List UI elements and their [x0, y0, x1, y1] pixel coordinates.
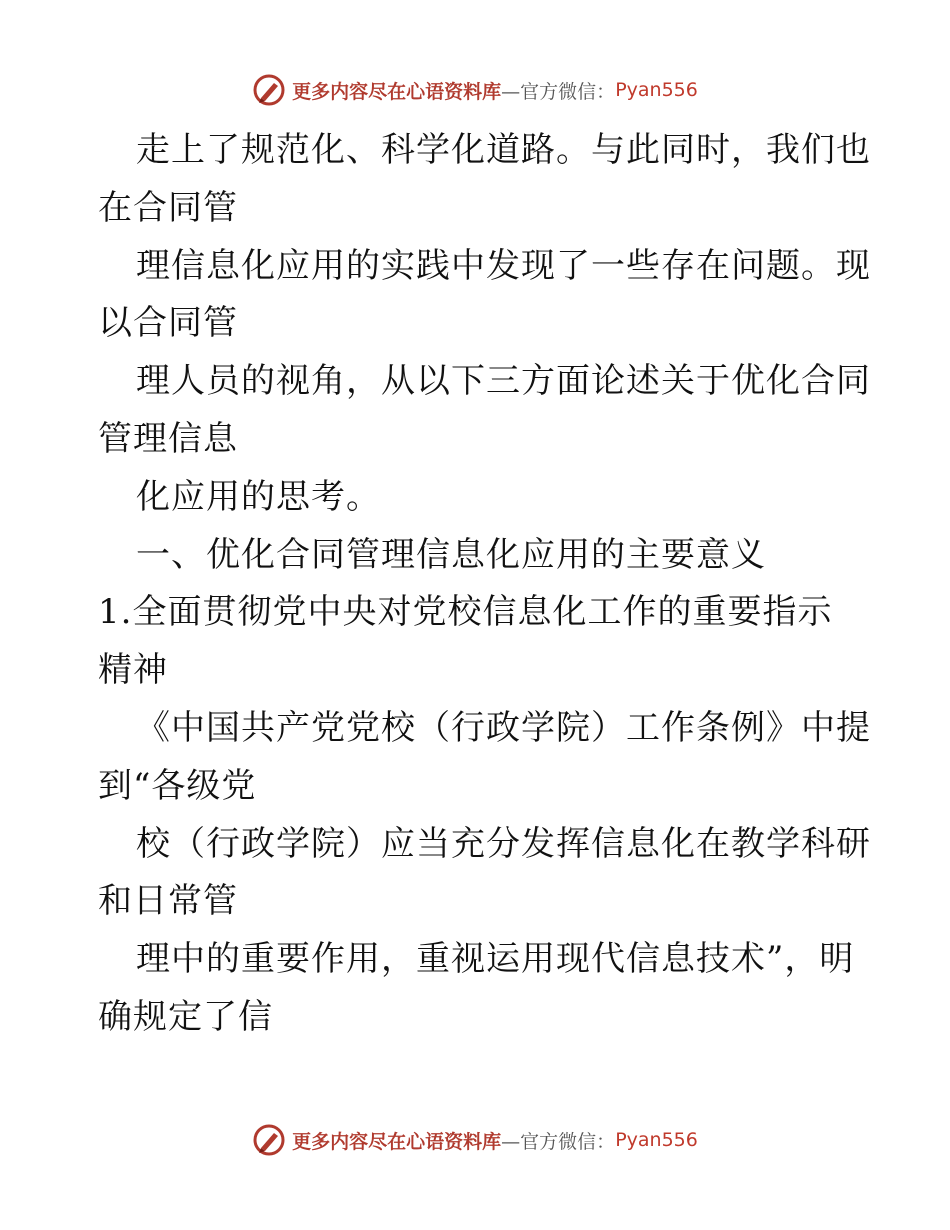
- text-line: 理中的重要作用，重视运用现代信息技术”，明: [136, 939, 855, 980]
- banner-wechat-id: Pyan556: [615, 79, 698, 101]
- text-line: 理信息化应用的实践中发现了一些存在问题。现: [136, 245, 871, 286]
- text-line: 确规定了信: [98, 996, 273, 1037]
- banner-text: [292, 77, 698, 104]
- text-line: 管理信息: [98, 418, 238, 459]
- document-body: [98, 122, 871, 1047]
- text-line: 在合同管: [98, 187, 238, 228]
- banner-wechat-label: —官方微信：: [501, 80, 616, 103]
- banner-wechat-id: Pyan556: [615, 1129, 698, 1151]
- banner-text: [292, 1127, 698, 1154]
- banner-site-name: 更多内容尽在心语资料库: [292, 1130, 502, 1153]
- pen-logo-icon: [252, 73, 286, 107]
- text-line: 走上了规范化、科学化道路。与此同时，我们也: [136, 130, 871, 170]
- banner-site-name: 更多内容尽在心语资料库: [292, 80, 502, 103]
- banner-wechat-label: —官方微信：: [501, 1130, 616, 1153]
- header-banner: [0, 70, 950, 110]
- pen-logo-icon: [252, 1123, 286, 1157]
- text-line: 理人员的视角，从以下三方面论述关于优化合同: [136, 361, 871, 402]
- text-line: 1.全面贯彻党中央对党校信息化工作的重要指示: [98, 592, 833, 633]
- text-line: 和日常管: [98, 881, 238, 922]
- text-line: 一、优化合同管理信息化应用的主要意义: [136, 534, 766, 575]
- text-line: 校（行政学院）应当充分发挥信息化在教学科研: [136, 823, 871, 864]
- footer-banner: [0, 1120, 950, 1160]
- text-line: 化应用的思考。: [136, 476, 381, 517]
- text-line: 精神: [98, 650, 168, 691]
- text-line: 《中国共产党党校（行政学院）工作条例》中提: [136, 707, 871, 748]
- text-line: 到“各级党: [98, 765, 257, 806]
- text-line: 以合同管: [98, 303, 238, 344]
